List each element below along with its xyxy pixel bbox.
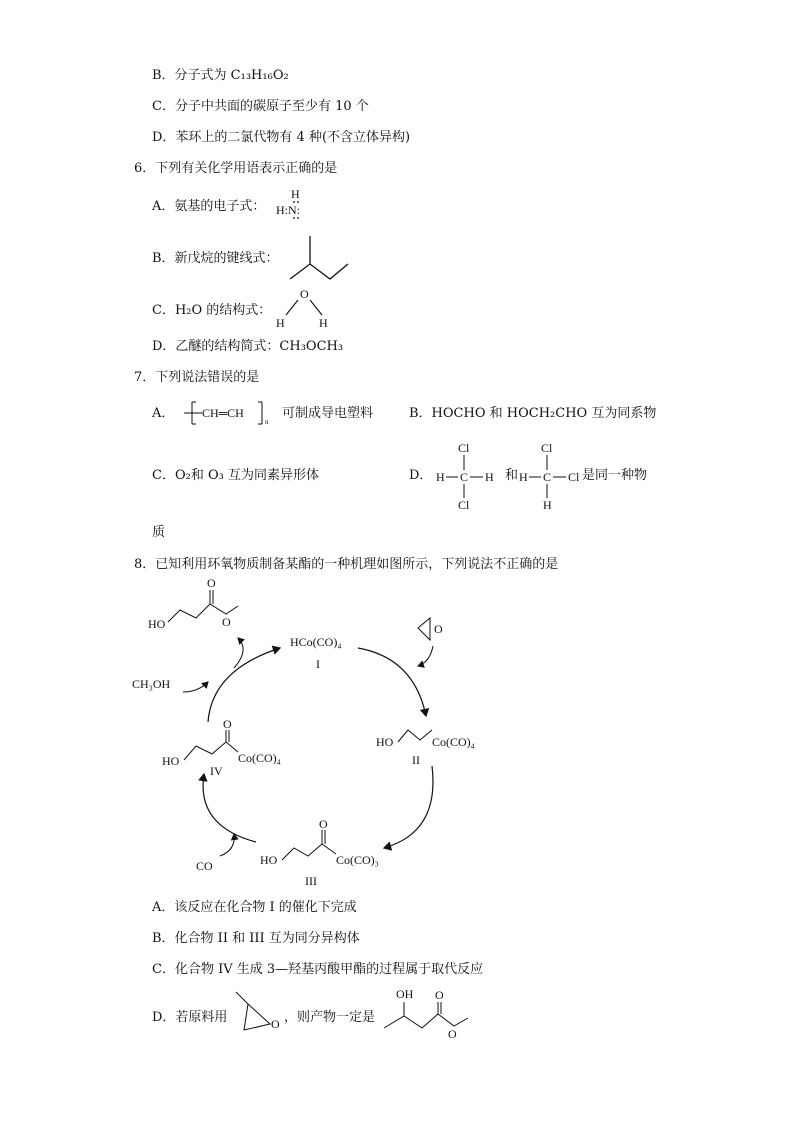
compound-i-label: I xyxy=(316,657,320,671)
svg-text:Co(CO)₄: Co(CO)₄ xyxy=(432,735,475,749)
compound-iii xyxy=(260,817,379,888)
q6-option-b: B．新戊烷的键线式： xyxy=(152,251,279,266)
q7-option-d-suffix: 是同一种物 xyxy=(582,468,648,483)
svg-text:O: O xyxy=(434,622,443,636)
polyacetylene-n: n xyxy=(265,418,269,426)
polyacetylene-formula xyxy=(180,400,275,426)
amino-hn: H:N: xyxy=(276,203,300,217)
svg-text:O: O xyxy=(223,717,232,731)
amino-top-h: H xyxy=(291,187,300,201)
q6-option-c: C．H₂O 的结构式： xyxy=(152,303,272,318)
q6-stem: 6．下列有关化学用语表示正确的是 xyxy=(134,161,338,176)
svg-text:HO: HO xyxy=(148,617,166,631)
svg-text:O: O xyxy=(319,817,328,831)
q8-option-d-prefix: D．若原料用 xyxy=(152,1010,228,1025)
dcm1-c: C xyxy=(460,470,469,484)
dcm1-cl-top: Cl xyxy=(458,441,470,455)
dcm2-h-bottom: H xyxy=(543,498,552,512)
catalytic-cycle-diagram xyxy=(0,570,794,890)
svg-text:O: O xyxy=(448,1027,457,1041)
q7-stem: 7．下列说法错误的是 xyxy=(134,370,260,385)
svg-text:II: II xyxy=(412,753,420,767)
q7-option-d-wrap: 质 xyxy=(152,525,166,540)
dichloromethane-structure-2 xyxy=(519,440,581,512)
q7-option-a-suffix: 可制成导电塑料 xyxy=(282,406,374,421)
q8-option-b: B．化合物 II 和 III 互为同分异构体 xyxy=(152,931,360,946)
neopentane-skeletal xyxy=(288,232,348,280)
svg-text:HO: HO xyxy=(376,735,394,749)
q6-option-a: A．氨基的电子式： xyxy=(152,199,266,214)
svg-text:Co(CO)₃: Co(CO)₃ xyxy=(336,853,379,867)
product-d-structure xyxy=(382,984,472,1040)
svg-text:O: O xyxy=(207,576,216,590)
q5-option-c: C．分子中共面的碳原子至少有 10 个 xyxy=(152,99,369,114)
co-reagent: CO xyxy=(196,859,213,873)
q5-option-b: B．分子式为 C₁₃H₁₆O₂ xyxy=(152,68,289,83)
q7-option-c: C．O₂和 O₃ 互为同素异形体 xyxy=(152,468,319,483)
compound-i-formula: HCo(CO)₄ xyxy=(290,635,342,649)
svg-text:III: III xyxy=(305,874,317,888)
dcm2-c: C xyxy=(543,470,552,484)
dcm2-h-left: H xyxy=(519,470,528,484)
q7-option-b: B．HOCHO 和 HOCH₂CHO 互为同系物 xyxy=(409,406,657,421)
svg-text:HO: HO xyxy=(162,754,180,768)
dcm2-cl-right: Cl xyxy=(568,470,580,484)
q7-option-d-prefix: D． xyxy=(409,468,433,483)
svg-text:HO: HO xyxy=(260,853,278,867)
polyacetylene-text: CH═CH xyxy=(202,406,244,420)
compound-ii xyxy=(376,730,475,767)
q7-option-a-prefix: A． xyxy=(152,406,175,421)
water-structural-formula xyxy=(276,286,336,330)
product-ester xyxy=(148,576,238,631)
water-h-left: H xyxy=(276,316,285,330)
water-o: O xyxy=(300,287,309,301)
q8-stem: 8．已知利用环氧物质制备某酯的一种机理如图所示，下列说法不正确的是 xyxy=(134,557,559,572)
q8-option-d-mid: ，则产物一定是 xyxy=(284,1010,376,1025)
svg-text:O: O xyxy=(435,988,444,1002)
dcm2-cl-top: Cl xyxy=(541,441,553,455)
q5-option-d: D．苯环上的二氯代物有 4 种(不含立体异构) xyxy=(152,130,411,145)
svg-text:IV: IV xyxy=(210,764,223,778)
epoxide-reagent xyxy=(418,618,443,640)
water-h-right: H xyxy=(319,316,328,330)
compound-iv xyxy=(162,717,281,778)
q8-option-a: A．该反应在化合物 I 的催化下完成 xyxy=(152,900,357,915)
svg-text:OH: OH xyxy=(396,987,414,1001)
dcm1-h-left: H xyxy=(436,470,445,484)
methyl-epoxide xyxy=(234,990,284,1040)
svg-text:O: O xyxy=(222,615,231,629)
svg-text:Co(CO)₄: Co(CO)₄ xyxy=(238,751,281,765)
q6-option-d: D．乙醚的结构简式：CH₃OCH₃ xyxy=(152,339,344,354)
amino-electron-formula xyxy=(274,186,314,218)
svg-text:O: O xyxy=(271,1017,280,1031)
methanol-reagent: CH₃OH xyxy=(132,677,171,691)
q7-option-d-mid: 和 xyxy=(505,468,519,483)
dcm1-cl-bottom: Cl xyxy=(458,498,470,512)
q8-option-c: C．化合物 IV 生成 3—羟基丙酸甲酯的过程属于取代反应 xyxy=(152,962,484,977)
dcm1-h-right: H xyxy=(485,470,494,484)
dichloromethane-structure-1 xyxy=(436,440,498,512)
